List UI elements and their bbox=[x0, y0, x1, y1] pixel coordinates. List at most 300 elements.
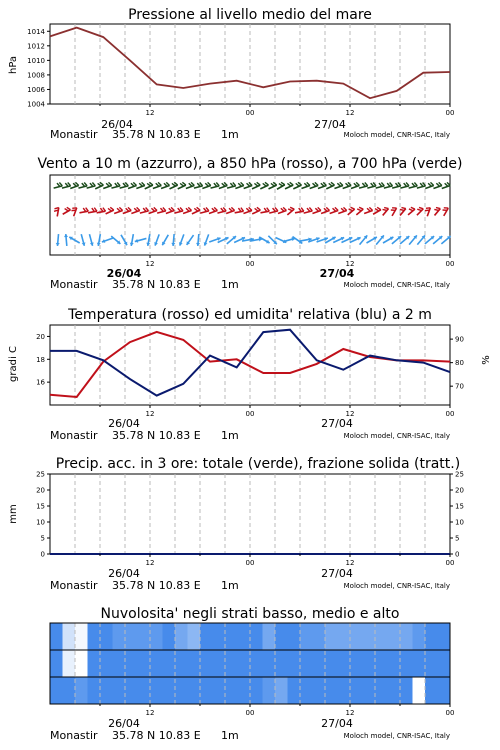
cloud-cell bbox=[213, 623, 226, 650]
cloud-cell bbox=[413, 650, 426, 677]
p3-location: Monastir bbox=[50, 429, 98, 442]
precip-title: Precip. acc. in 3 ore: totale (verde), frazione solida (tratt.) bbox=[55, 456, 461, 472]
p2-date-1: 26/04 bbox=[106, 267, 142, 280]
wind-barb-2 bbox=[178, 234, 186, 247]
cloud-cell bbox=[313, 677, 326, 704]
p2-credit: Moloch model, CNR-ISAC, Italy bbox=[343, 281, 450, 289]
cloud-cell bbox=[425, 650, 438, 677]
cloud-cell bbox=[188, 623, 201, 650]
p4-footer bbox=[50, 579, 450, 592]
wind-barb-2 bbox=[64, 234, 69, 246]
y-tick-label: 1014 bbox=[27, 27, 45, 36]
x-tick-label: 00 bbox=[245, 709, 255, 717]
y-tick-label-right: 25 bbox=[455, 470, 464, 479]
p4-coords: 35.78 N 10.83 E bbox=[112, 579, 201, 592]
barb-shaft bbox=[376, 186, 385, 188]
barb-shaft bbox=[392, 208, 397, 216]
barb-shaft bbox=[219, 185, 227, 188]
x-tick-label: 12 bbox=[145, 109, 155, 117]
cloud-cell bbox=[325, 677, 338, 704]
wind-barb-2 bbox=[153, 234, 161, 247]
cloud-cell bbox=[163, 650, 176, 677]
cloud-cell bbox=[300, 677, 313, 704]
barb-shaft bbox=[425, 185, 433, 188]
x-tick-label: 00 bbox=[445, 559, 455, 567]
barb-shaft bbox=[88, 211, 97, 213]
p2-coords: 35.78 N 10.83 E bbox=[112, 278, 201, 291]
p1-date-1: 26/04 bbox=[101, 118, 133, 131]
cloud-cell bbox=[425, 623, 438, 650]
wind-barb-1 bbox=[234, 207, 244, 213]
barb-shaft bbox=[392, 186, 401, 188]
cloud-cell bbox=[113, 650, 126, 677]
p3-credit: Moloch model, CNR-ISAC, Italy bbox=[343, 432, 450, 440]
barb-shaft bbox=[131, 210, 139, 213]
barb-shaft bbox=[295, 211, 304, 213]
wind-barb-0 bbox=[300, 182, 310, 189]
p2-date-2: 27/04 bbox=[319, 267, 355, 280]
barb-shaft bbox=[183, 210, 191, 213]
cloud-cell bbox=[100, 623, 113, 650]
p5-coords: 35.78 N 10.83 E bbox=[112, 729, 201, 742]
cloud-cell bbox=[113, 623, 126, 650]
barb-shaft bbox=[252, 210, 260, 214]
y-tick-label-right: 10 bbox=[455, 518, 464, 527]
y-tick-label-left: 20 bbox=[36, 332, 45, 341]
y-tick-label: 1012 bbox=[27, 42, 45, 51]
y-tick-label-right: 5 bbox=[455, 534, 460, 543]
barb-shaft bbox=[442, 185, 450, 188]
p3-elevation: 1m bbox=[221, 429, 239, 442]
x-tick-label: 12 bbox=[345, 410, 355, 418]
y-tick-label-left: 25 bbox=[36, 470, 45, 479]
y-tick-label-right: 70 bbox=[455, 382, 464, 391]
cloud-cell bbox=[50, 650, 63, 677]
barb-shaft bbox=[128, 185, 136, 188]
cloud-cell bbox=[75, 677, 88, 704]
p5-credit: Moloch model, CNR-ISAC, Italy bbox=[343, 732, 450, 740]
barb-shaft bbox=[227, 186, 236, 188]
x-tick-label: 12 bbox=[145, 410, 155, 418]
wind-barb-0 bbox=[53, 182, 63, 188]
cloud-cell bbox=[338, 650, 351, 677]
cloud-cell bbox=[400, 650, 413, 677]
barb-shaft bbox=[157, 211, 166, 213]
p5-location: Monastir bbox=[50, 729, 98, 742]
wind-barb-1 bbox=[61, 206, 71, 214]
p2-location: Monastir bbox=[50, 278, 98, 291]
temp-ylabel-right: % bbox=[481, 355, 492, 365]
wind-barb-2 bbox=[375, 234, 386, 246]
pressure-ylabel: hPa bbox=[8, 55, 19, 75]
wind-barb-2 bbox=[110, 235, 122, 246]
barb-shaft bbox=[74, 208, 77, 216]
precip-panel bbox=[8, 456, 464, 567]
cloud-cell bbox=[388, 623, 401, 650]
cloud-cell bbox=[213, 650, 226, 677]
barb-head bbox=[55, 243, 59, 246]
p3-date-1: 26/04 bbox=[108, 417, 140, 430]
cloud-cell bbox=[338, 623, 351, 650]
x-tick-label: 12 bbox=[345, 709, 355, 717]
p3-coords: 35.78 N 10.83 E bbox=[112, 429, 201, 442]
wind-barb-1 bbox=[414, 206, 423, 215]
barb-shaft bbox=[136, 185, 144, 188]
cloud-cell bbox=[200, 650, 213, 677]
barb-shaft bbox=[62, 186, 71, 188]
cloud-cell bbox=[150, 650, 163, 677]
cloud-cell bbox=[375, 677, 388, 704]
wind-barb-1 bbox=[156, 207, 166, 213]
x-tick-label: 00 bbox=[245, 410, 255, 418]
barb-shaft bbox=[293, 185, 301, 189]
cloud-cell bbox=[425, 677, 438, 704]
wind-barb-2 bbox=[146, 234, 152, 247]
cloud-cell bbox=[313, 650, 326, 677]
cloud-cell bbox=[288, 623, 301, 650]
barb-shaft bbox=[235, 211, 244, 213]
cloud-cell bbox=[375, 650, 388, 677]
cloud-cell bbox=[338, 677, 351, 704]
barb-shaft bbox=[260, 211, 269, 213]
wind-barb-1 bbox=[380, 206, 389, 215]
barb-shaft bbox=[194, 186, 203, 188]
x-tick-label: 00 bbox=[445, 109, 455, 117]
barb-shaft bbox=[200, 211, 209, 213]
y-tick-label-right: 20 bbox=[455, 486, 464, 495]
wind-barb-2 bbox=[408, 234, 419, 246]
cloud-cell bbox=[125, 623, 138, 650]
p5-date-2: 27/04 bbox=[321, 717, 353, 730]
cloud-cell bbox=[63, 650, 76, 677]
cloud-cell bbox=[138, 677, 151, 704]
cloud-cell bbox=[363, 623, 376, 650]
cloud-cell bbox=[238, 677, 251, 704]
cloud-cell bbox=[200, 623, 213, 650]
wind-barbs bbox=[53, 181, 452, 246]
cloud-cell bbox=[413, 623, 426, 650]
temp-title: Temperatura (rosso) ed umidita' relativa (blu) a 2 m bbox=[68, 307, 432, 323]
cloud-panel bbox=[50, 606, 454, 717]
y-tick-label: 1006 bbox=[27, 85, 45, 94]
x-tick-label: 00 bbox=[245, 559, 255, 567]
p3-footer bbox=[50, 429, 450, 442]
barb-shaft bbox=[186, 185, 194, 188]
pressure-y-ticks bbox=[27, 28, 50, 109]
wind-barb-1 bbox=[389, 206, 397, 216]
barb-shaft bbox=[252, 185, 260, 189]
cloud-cell bbox=[175, 623, 188, 650]
y-tick-label-right: 80 bbox=[455, 359, 464, 368]
cloud-cell bbox=[150, 623, 163, 650]
barb-shaft bbox=[97, 211, 106, 213]
p1-location: Monastir bbox=[50, 128, 98, 141]
barb-shaft bbox=[57, 208, 59, 217]
pressure-title: Pressione al livello medio del mare bbox=[128, 7, 372, 23]
barb-shaft bbox=[409, 186, 418, 188]
wind-barb-0 bbox=[333, 182, 343, 189]
cloud-cell bbox=[138, 623, 151, 650]
cloud-cell bbox=[250, 677, 263, 704]
y-tick-label-right: 15 bbox=[455, 502, 464, 511]
wind-barb-2 bbox=[366, 235, 378, 244]
barb-shaft bbox=[260, 185, 268, 189]
y-tick-label: 1010 bbox=[27, 56, 45, 65]
barb-shaft bbox=[103, 185, 111, 188]
barb-shaft bbox=[326, 185, 334, 189]
barb-head bbox=[64, 234, 68, 237]
x-tick-label: 00 bbox=[245, 260, 255, 268]
barb-head bbox=[196, 243, 200, 246]
wind-barb-2 bbox=[129, 234, 135, 247]
barb-shaft bbox=[310, 185, 318, 188]
wind-barb-2 bbox=[209, 236, 222, 244]
cloud-cell bbox=[175, 650, 188, 677]
x-tick-label: 00 bbox=[245, 109, 255, 117]
barb-shaft bbox=[202, 185, 210, 188]
y-tick-label-left: 10 bbox=[36, 518, 45, 527]
cloud-cell bbox=[63, 623, 76, 650]
y-tick-label-left: 16 bbox=[36, 378, 45, 387]
wind-barb-1 bbox=[79, 207, 89, 213]
wind-title: Vento a 10 m (azzurro), a 850 hPa (rosso), a 700 hPa (verde) bbox=[37, 156, 463, 172]
barb-shaft bbox=[114, 210, 122, 213]
cloud-cell bbox=[213, 677, 226, 704]
barb-shaft bbox=[192, 210, 200, 214]
cloud-cell bbox=[238, 623, 251, 650]
precip-frame bbox=[50, 474, 450, 554]
barb-shaft bbox=[161, 185, 169, 188]
cloud-cell bbox=[363, 650, 376, 677]
cloud-title: Nuvolosita' negli strati basso, medio e alto bbox=[100, 606, 400, 622]
barb-shaft bbox=[145, 185, 153, 189]
barb-shaft bbox=[400, 186, 409, 188]
wind-barb-1 bbox=[87, 207, 97, 213]
cloud-cell bbox=[75, 623, 88, 650]
y-tick-label-left: 15 bbox=[36, 502, 45, 511]
x-tick-label: 12 bbox=[145, 709, 155, 717]
y-tick-label-left: 5 bbox=[40, 534, 45, 543]
cloud-cells bbox=[50, 623, 451, 704]
barb-shaft bbox=[269, 211, 278, 213]
p1-date-2: 27/04 bbox=[314, 118, 346, 131]
wind-barb-1 bbox=[431, 206, 440, 215]
cloud-cell bbox=[50, 677, 63, 704]
p1-credit: Moloch model, CNR-ISAC, Italy bbox=[343, 131, 450, 139]
x-tick-label: 00 bbox=[445, 410, 455, 418]
barb-shaft bbox=[343, 185, 351, 188]
cloud-cell bbox=[313, 623, 326, 650]
y-tick-label: 1008 bbox=[27, 71, 45, 80]
wind-barb-1 bbox=[268, 207, 278, 213]
cloud-cell bbox=[138, 650, 151, 677]
barb-shaft bbox=[153, 185, 161, 188]
barb-shaft bbox=[166, 210, 174, 213]
x-tick-label: 12 bbox=[145, 260, 155, 268]
wind-barb-2 bbox=[55, 234, 60, 246]
cloud-cell bbox=[150, 677, 163, 704]
p4-date-2: 27/04 bbox=[321, 567, 353, 580]
cloud-cell bbox=[250, 623, 263, 650]
p1-elevation: 1m bbox=[221, 128, 239, 141]
cloud-cell bbox=[163, 623, 176, 650]
cloud-cell bbox=[438, 623, 451, 650]
barb-shaft bbox=[170, 185, 178, 189]
barb-shaft bbox=[244, 185, 252, 188]
precip-grid bbox=[75, 474, 425, 554]
barb-shaft bbox=[211, 186, 220, 188]
barb-shaft bbox=[78, 186, 87, 188]
pressure-grid bbox=[75, 24, 425, 104]
cloud-cell bbox=[350, 677, 363, 704]
y-tick-label-left: 0 bbox=[40, 550, 45, 559]
cloud-cell bbox=[188, 677, 201, 704]
barb-shaft bbox=[178, 185, 186, 189]
cloud-cell bbox=[438, 677, 451, 704]
cloud-cell bbox=[288, 650, 301, 677]
wind-barb-1 bbox=[113, 207, 123, 214]
barb-shaft bbox=[269, 185, 277, 189]
wind-barb-2 bbox=[96, 234, 102, 247]
p4-credit: Moloch model, CNR-ISAC, Italy bbox=[343, 582, 450, 590]
barb-shaft bbox=[304, 211, 313, 213]
wind-barb-2 bbox=[134, 237, 147, 244]
cloud-cell bbox=[300, 623, 313, 650]
barb-shaft bbox=[364, 210, 372, 213]
cloud-cell bbox=[275, 677, 288, 704]
barb-shaft bbox=[111, 186, 120, 188]
barb-shaft bbox=[54, 186, 63, 188]
cloud-cell bbox=[225, 650, 238, 677]
wind-barb-1 bbox=[294, 207, 304, 213]
pressure-panel bbox=[8, 7, 454, 117]
barb-shaft bbox=[120, 186, 129, 188]
barb-shaft bbox=[334, 185, 342, 188]
cloud-cell bbox=[163, 677, 176, 704]
cloud-cell bbox=[388, 677, 401, 704]
y-tick-label: 1004 bbox=[27, 100, 45, 109]
cloud-cell bbox=[438, 650, 451, 677]
barb-shaft bbox=[444, 208, 449, 216]
x-tick-label: 12 bbox=[345, 109, 355, 117]
cloud-cell bbox=[288, 677, 301, 704]
wind-barb-1 bbox=[354, 206, 363, 215]
barb-shaft bbox=[301, 185, 309, 188]
wind-barb-1 bbox=[96, 207, 106, 213]
cloud-cell bbox=[400, 677, 413, 704]
cloud-cell bbox=[225, 623, 238, 650]
barb-shaft bbox=[312, 210, 320, 213]
cloud-cell bbox=[88, 623, 101, 650]
cloud-cell bbox=[63, 677, 76, 704]
cloud-x-ticks bbox=[100, 704, 454, 717]
cloud-cell bbox=[275, 623, 288, 650]
wind-barb-1 bbox=[70, 206, 77, 216]
wind-barb-2 bbox=[79, 234, 86, 247]
cloud-cell bbox=[175, 677, 188, 704]
cloud-cell bbox=[350, 650, 363, 677]
wind-barb-2 bbox=[349, 236, 362, 245]
temp-panel bbox=[8, 307, 492, 418]
cloud-cell bbox=[75, 650, 88, 677]
wind-barb-1 bbox=[303, 207, 313, 213]
y-tick-label-left: 18 bbox=[36, 355, 45, 364]
barb-shaft bbox=[95, 185, 103, 189]
barb-shaft bbox=[384, 186, 393, 188]
wind-barb-0 bbox=[185, 182, 195, 189]
wind-barb-2 bbox=[88, 234, 95, 247]
barb-shaft bbox=[359, 186, 368, 188]
cloud-cell bbox=[388, 650, 401, 677]
p5-date-1: 26/04 bbox=[108, 717, 140, 730]
wind-barb-1 bbox=[260, 207, 270, 213]
wind-barb-2 bbox=[226, 235, 238, 246]
barb-shaft bbox=[226, 210, 234, 213]
cloud-cell bbox=[50, 623, 63, 650]
cloud-cell bbox=[300, 650, 313, 677]
barb-shaft bbox=[123, 210, 131, 213]
cloud-cell bbox=[250, 650, 263, 677]
p4-date-1: 26/04 bbox=[108, 567, 140, 580]
wind-barb-1 bbox=[53, 207, 59, 217]
cloud-cell bbox=[263, 650, 276, 677]
barb-shaft bbox=[285, 185, 293, 189]
precip-x-ticks bbox=[100, 554, 454, 567]
wind-barb-1 bbox=[363, 207, 373, 214]
wind-barb-0 bbox=[152, 182, 162, 189]
barb-shaft bbox=[318, 185, 326, 188]
cloud-cell bbox=[400, 623, 413, 650]
precip-ylabel: mm bbox=[8, 504, 19, 524]
barb-shaft bbox=[427, 208, 430, 216]
barb-shaft bbox=[106, 210, 114, 214]
cloud-cell bbox=[125, 650, 138, 677]
cloud-cell bbox=[238, 650, 251, 677]
cloud-cell bbox=[188, 650, 201, 677]
cloud-cell bbox=[325, 623, 338, 650]
wind-barb-2 bbox=[358, 234, 369, 246]
p4-elevation: 1m bbox=[221, 579, 239, 592]
cloud-cell bbox=[200, 677, 213, 704]
p5-footer bbox=[50, 729, 450, 742]
cloud-cell bbox=[100, 677, 113, 704]
barb-shaft bbox=[433, 185, 441, 188]
wind-barb-1 bbox=[139, 207, 149, 213]
barb-shaft bbox=[367, 186, 376, 188]
wind-barb-2 bbox=[267, 234, 278, 245]
pressure-x-ticks bbox=[100, 104, 454, 117]
temp-ylabel-left: gradi C bbox=[8, 346, 19, 382]
x-tick-label: 00 bbox=[445, 709, 455, 717]
cloud-cell bbox=[263, 677, 276, 704]
wind-barb-2 bbox=[119, 234, 128, 246]
barb-shaft bbox=[351, 185, 359, 188]
wind-panel bbox=[37, 156, 462, 268]
barb-shaft bbox=[278, 210, 286, 213]
barb-shaft bbox=[338, 210, 346, 213]
y-tick-label-right: 90 bbox=[455, 335, 464, 344]
p4-location: Monastir bbox=[50, 579, 98, 592]
wind-barb-1 bbox=[397, 206, 406, 215]
wind-barb-2 bbox=[203, 234, 211, 247]
x-tick-label: 12 bbox=[345, 260, 355, 268]
cloud-cell bbox=[88, 677, 101, 704]
y-tick-label-right: 0 bbox=[455, 550, 460, 559]
temp-grid bbox=[75, 325, 425, 405]
cloud-cell bbox=[88, 650, 101, 677]
cloud-cell bbox=[413, 677, 426, 704]
wind-barb-2 bbox=[161, 234, 170, 246]
